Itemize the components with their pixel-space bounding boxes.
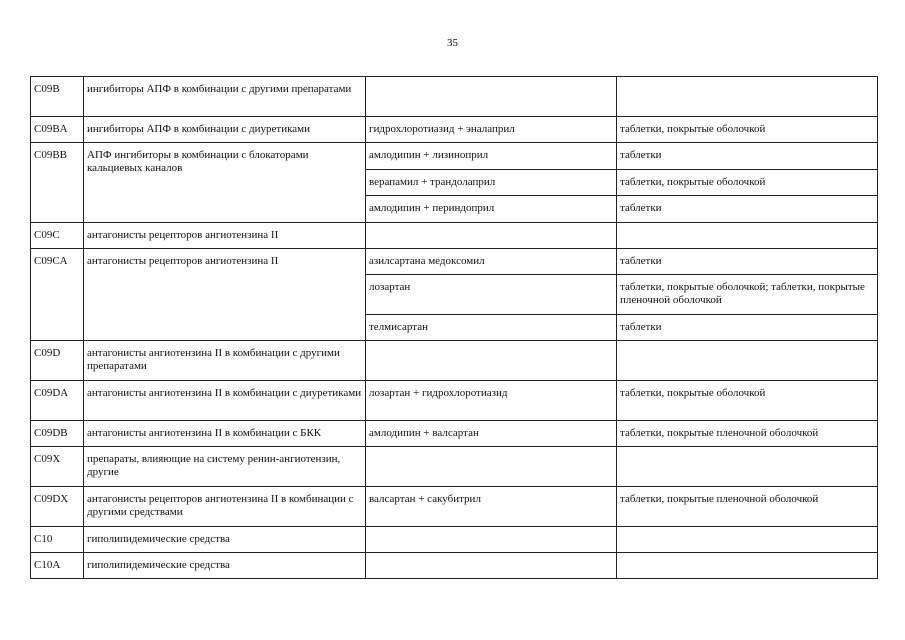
dosage-form-cell	[617, 341, 878, 381]
dosage-form-cell: таблетки	[617, 315, 878, 341]
table-row	[31, 143, 878, 170]
dosage-form-cell	[617, 553, 878, 579]
anatomical-therapeutic-group-cell: ингибиторы АПФ в комбинации с диуретиками	[84, 117, 366, 143]
dosage-form-cell	[617, 223, 878, 249]
atc-code-cell: C09CA	[31, 249, 84, 341]
atc-code-cell: C09DX	[31, 487, 84, 527]
anatomical-therapeutic-group-cell: АПФ ингибиторы в комбинации с блокаторами кальциевых каналов	[84, 143, 366, 223]
anatomical-therapeutic-group-cell: гиполипидемические средства	[84, 527, 366, 553]
drug-name-cell: азилсартана медоксомил	[366, 249, 617, 275]
table-body	[31, 77, 878, 579]
table-row	[31, 249, 878, 275]
table-row	[31, 527, 878, 553]
atc-code-cell: C10A	[31, 553, 84, 579]
anatomical-therapeutic-group-cell: гиполипидемические средства	[84, 553, 366, 579]
table-row	[31, 381, 878, 421]
atc-code-cell: C09X	[31, 447, 84, 487]
table-row	[31, 223, 878, 249]
table-row	[31, 341, 878, 381]
anatomical-therapeutic-group-cell: антагонисты ангиотензина II в комбинации с БКК	[84, 421, 366, 447]
drug-name-cell: валсартан + сакубитрил	[366, 487, 617, 527]
dosage-form-cell	[617, 447, 878, 487]
dosage-form-cell: таблетки, покрытые оболочкой; таблетки, покрытые пленочной оболочкой	[617, 275, 878, 315]
table-row	[31, 553, 878, 579]
dosage-form-cell: таблетки, покрытые оболочкой	[617, 170, 878, 196]
drug-name-cell: телмисартан	[366, 315, 617, 341]
anatomical-therapeutic-group-cell: препараты, влияющие на систему ренин-ангиотензин, другие	[84, 447, 366, 487]
anatomical-therapeutic-group-cell: ингибиторы АПФ в комбинации с другими препаратами	[84, 77, 366, 117]
atc-code-cell: C10	[31, 527, 84, 553]
anatomical-therapeutic-group-cell: антагонисты ангиотензина II в комбинации с диуретиками	[84, 381, 366, 421]
anatomical-therapeutic-group-cell: антагонисты рецепторов ангиотензина II	[84, 223, 366, 249]
atc-code-cell: C09DA	[31, 381, 84, 421]
drug-name-cell: лозартан	[366, 275, 617, 315]
drug-classification-table	[30, 76, 878, 579]
drug-name-cell: амлодипин + лизиноприл	[366, 143, 617, 170]
table-row	[31, 77, 878, 117]
drug-name-cell	[366, 447, 617, 487]
page-number: 35	[447, 37, 458, 49]
atc-code-cell: C09C	[31, 223, 84, 249]
drug-name-cell	[366, 77, 617, 117]
dosage-form-cell	[617, 77, 878, 117]
dosage-form-cell: таблетки	[617, 143, 878, 170]
anatomical-therapeutic-group-cell: антагонисты рецепторов ангиотензина II	[84, 249, 366, 341]
anatomical-therapeutic-group-cell: антагонисты ангиотензина II в комбинации с другими препаратами	[84, 341, 366, 381]
table-row	[31, 447, 878, 487]
drug-name-cell: лозартан + гидрохлоротиазид	[366, 381, 617, 421]
drug-name-cell	[366, 341, 617, 381]
drug-name-cell: гидрохлоротиазид + эналаприл	[366, 117, 617, 143]
dosage-form-cell: таблетки, покрытые оболочкой	[617, 117, 878, 143]
dosage-form-cell: таблетки, покрытые пленочной оболочкой	[617, 487, 878, 527]
table-row	[31, 117, 878, 143]
drug-name-cell: амлодипин + периндоприл	[366, 196, 617, 223]
drug-name-cell: верапамил + трандолаприл	[366, 170, 617, 196]
drug-name-cell	[366, 527, 617, 553]
atc-code-cell: C09BA	[31, 117, 84, 143]
dosage-form-cell	[617, 527, 878, 553]
dosage-form-cell: таблетки	[617, 196, 878, 223]
atc-code-cell: C09DB	[31, 421, 84, 447]
dosage-form-cell: таблетки	[617, 249, 878, 275]
table-row	[31, 487, 878, 527]
drug-name-cell	[366, 553, 617, 579]
atc-code-cell: C09B	[31, 77, 84, 117]
anatomical-therapeutic-group-cell: антагонисты рецепторов ангиотензина II в комбинации с другими средствами	[84, 487, 366, 527]
drug-name-cell: амлодипин + валсартан	[366, 421, 617, 447]
atc-code-cell: C09D	[31, 341, 84, 381]
atc-code-cell: C09BB	[31, 143, 84, 223]
dosage-form-cell: таблетки, покрытые оболочкой	[617, 381, 878, 421]
table-row	[31, 421, 878, 447]
drug-name-cell	[366, 223, 617, 249]
dosage-form-cell: таблетки, покрытые пленочной оболочкой	[617, 421, 878, 447]
